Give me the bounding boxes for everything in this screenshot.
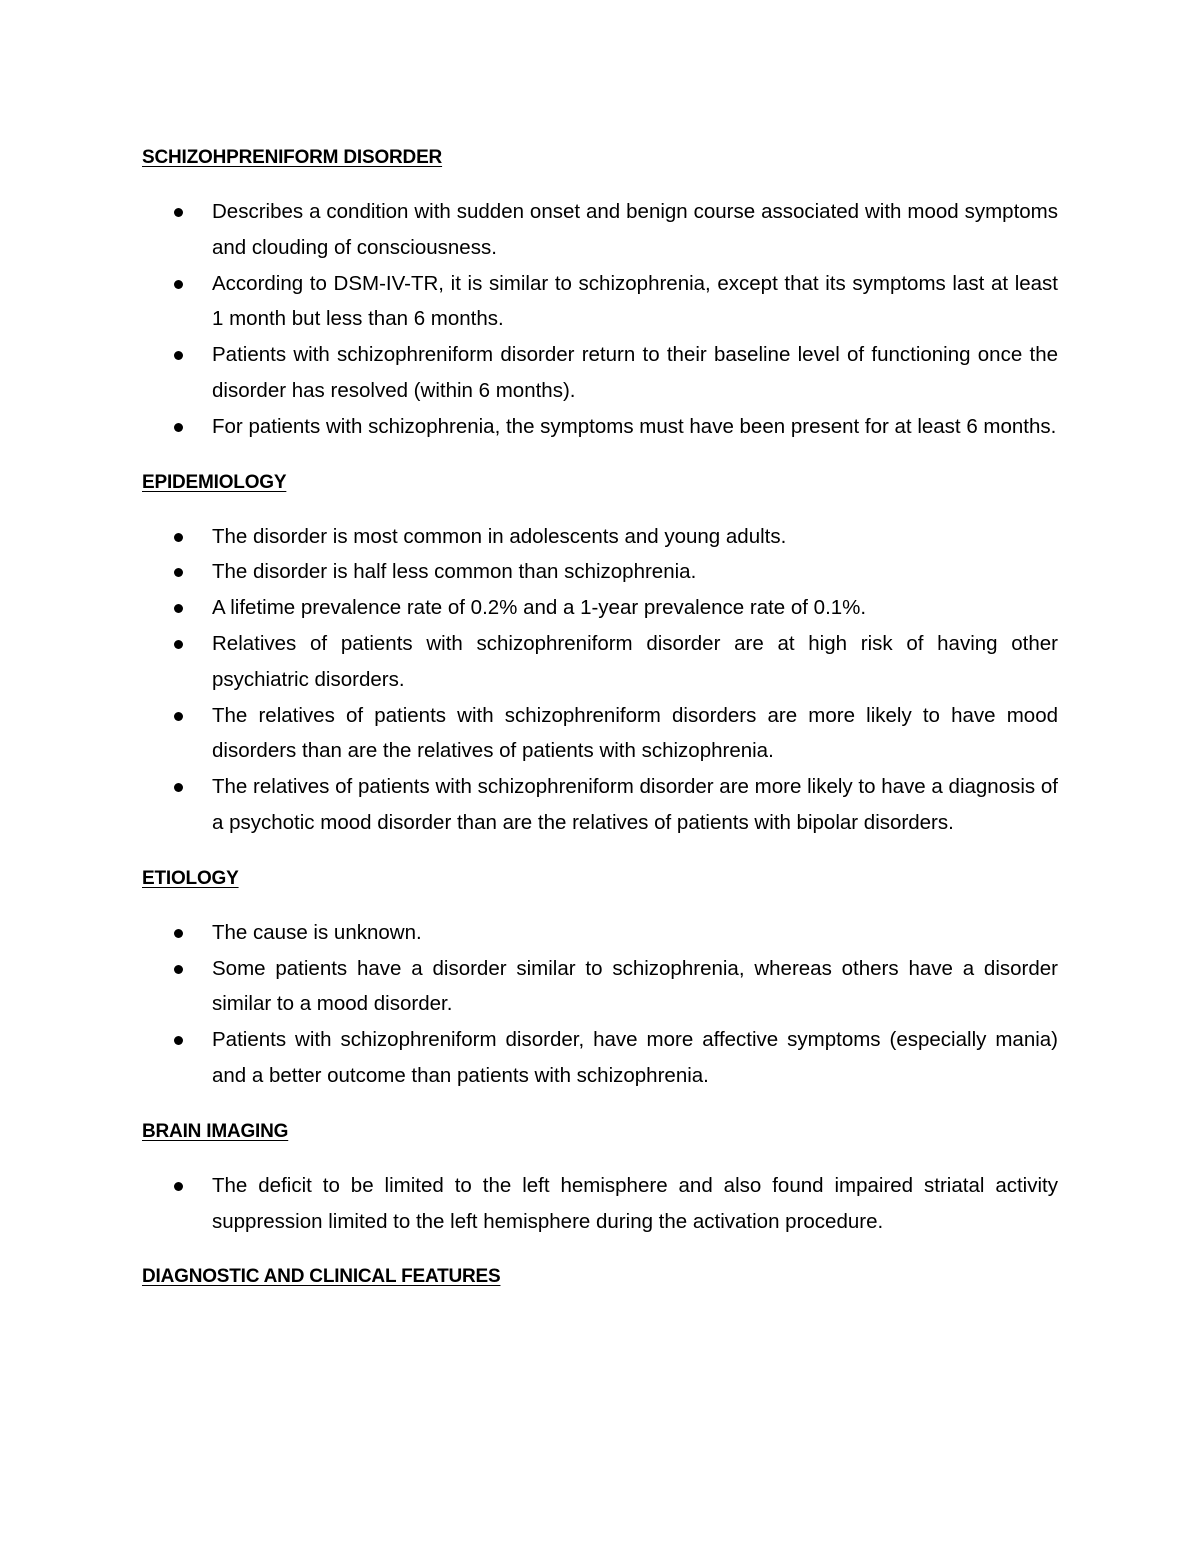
list-item (142, 266, 1058, 338)
list-item (142, 519, 1058, 555)
section-heading: ETIOLOGY (142, 867, 239, 889)
list-item-text: Patients with schizophreniform disorder, have more affective symptoms (especially mania) and a better outcome than patients with schizophrenia. (212, 1028, 1058, 1087)
list-item (142, 194, 1058, 266)
bullet-icon (174, 351, 183, 360)
list-item-text: Describes a condition with sudden onset and benign course associated with mood symptoms and clouding of consciousness. (212, 200, 1058, 259)
list-item-text: The cause is unknown. (212, 920, 422, 944)
list-item-text: The deficit to be limited to the left hemisphere and also found impaired striatal activity suppression limited to the left hemisphere during the activation procedure. (212, 1173, 1058, 1233)
bullet-icon (174, 965, 183, 974)
bullet-icon (174, 423, 183, 432)
list-item (142, 915, 1058, 951)
list-item-text: For patients with schizophrenia, the symptoms must have been present for at least 6 months. (212, 414, 1057, 438)
list-item (142, 590, 1058, 626)
bullet-icon (174, 208, 183, 217)
list-item-text: Some patients have a disorder similar to schizophrenia, whereas others have a disorder similar to a mood disorder. (212, 956, 1058, 1016)
bullet-icon (174, 280, 183, 289)
bullet-list (142, 519, 1058, 841)
bullet-icon (174, 1036, 183, 1045)
bullet-icon (174, 1182, 183, 1191)
list-item-text: Relatives of patients with schizophreniform disorder are at high risk of having other psychiatric disorders. (212, 631, 1058, 691)
bullet-icon (174, 568, 183, 577)
list-item-text: Patients with schizophreniform disorder return to their baseline level of functioning once the disorder has resolved (within 6 months). (212, 343, 1058, 402)
bullet-list (142, 915, 1058, 1094)
list-item-text: According to DSM-IV-TR, it is similar to schizophrenia, except that its symptoms last at least 1 month but less than 6 months. (212, 271, 1058, 331)
list-item (142, 337, 1058, 409)
section-heading: BRAIN IMAGING (142, 1120, 289, 1142)
list-item (142, 1168, 1058, 1240)
bullet-list (142, 1168, 1058, 1240)
bullet-icon (174, 929, 183, 938)
list-item (142, 1022, 1058, 1094)
document-body (142, 140, 1058, 1295)
section-etiology (142, 861, 1058, 1094)
list-item-text: A lifetime prevalence rate of 0.2% and a 1-year prevalence rate of 0.1%. (212, 596, 867, 620)
list-item (142, 409, 1058, 445)
list-item (142, 626, 1058, 698)
bullet-list (142, 194, 1058, 445)
list-item-text: The disorder is most common in adolescents and young adults. (212, 524, 787, 548)
bullet-icon (174, 533, 183, 542)
section-heading: DIAGNOSTIC AND CLINICAL FEATURES (142, 1266, 501, 1288)
bullet-icon (174, 783, 183, 792)
section-brain-imaging (142, 1114, 1058, 1240)
list-item (142, 951, 1058, 1023)
list-item-text: The relatives of patients with schizophreniform disorders are more likely to have mood disorders than are the relatives of patients with schizophrenia. (212, 703, 1058, 763)
bullet-icon (174, 712, 183, 721)
list-item (142, 769, 1058, 841)
list-item-text: The relatives of patients with schizophreniform disorder are more likely to have a diagnosis of a psychotic mood disorder than are the relatives of patients with bipolar disorders. (212, 775, 1058, 834)
section-schizophreniform-disorder (142, 140, 1058, 445)
list-item (142, 554, 1058, 590)
section-epidemiology (142, 465, 1058, 841)
section-diagnostic-clinical-features (142, 1259, 1058, 1295)
list-item (142, 698, 1058, 770)
section-heading: SCHIZOHPRENIFORM DISORDER (142, 147, 443, 168)
section-heading: EPIDEMIOLOGY (142, 471, 287, 493)
bullet-icon (174, 640, 183, 649)
bullet-icon (174, 604, 183, 613)
list-item-text: The disorder is half less common than schizophrenia. (212, 560, 697, 584)
